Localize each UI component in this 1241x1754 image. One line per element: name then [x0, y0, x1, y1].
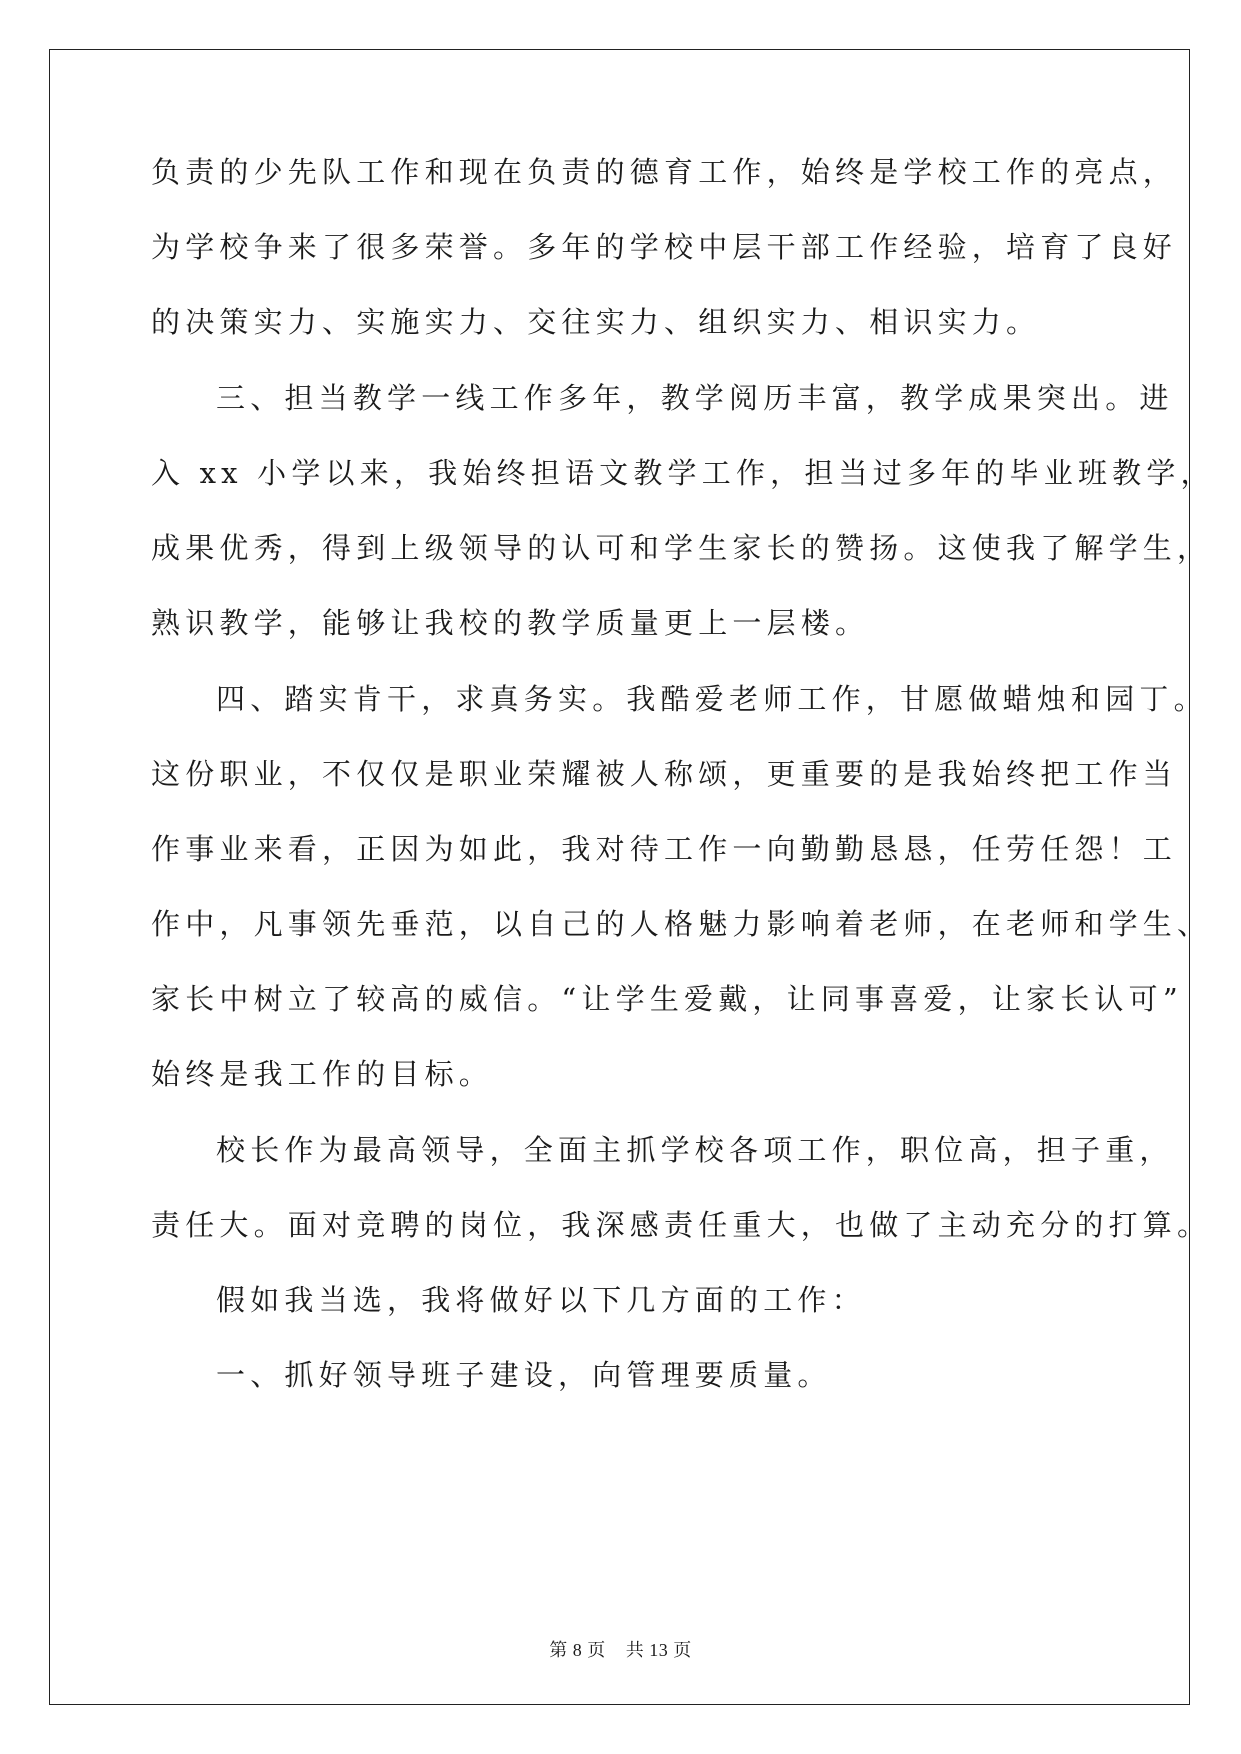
text-line: 作中，凡事领先垂范，以自己的人格魅力影响着老师，在老师和学生、: [151, 907, 1212, 941]
text-line: 一、抓好领导班子建设，向管理要质量。: [216, 1358, 832, 1392]
text-line: 责任大。面对竞聘的岗位，我深感责任重大，也做了主动充分的打算。: [151, 1208, 1212, 1242]
text-line: 入 xx 小学以来，我始终担语文教学工作，担当过多年的毕业班教学，: [151, 456, 1215, 490]
text-line: 熟识教学，能够让我校的教学质量更上一层楼。: [151, 606, 870, 640]
text-line: 校长作为最高领导，全面主抓学校各项工作，职位高，担子重，: [216, 1133, 1174, 1167]
text-line: 为学校争来了很多荣誉。多年的学校中层干部工作经验，培育了良好: [151, 230, 1178, 264]
page-total: 共 13 页: [625, 1640, 692, 1660]
text-line: 始终是我工作的目标。: [151, 1057, 494, 1091]
text-line: 假如我当选，我将做好以下几方面的工作：: [216, 1283, 866, 1317]
page-number: 第 8 页: [549, 1640, 606, 1660]
page-border: [49, 49, 1190, 1705]
text-line: 成果优秀，得到上级领导的认可和学生家长的赞扬。这使我了解学生，: [151, 531, 1212, 565]
page-footer: [0, 1636, 1241, 1662]
text-line: 负责的少先队工作和现在负责的德育工作，始终是学校工作的亮点，: [151, 155, 1178, 189]
text-line: 这份职业，不仅仅是职业荣耀被人称颂，更重要的是我始终把工作当: [151, 757, 1178, 791]
text-line: 作事业来看，正因为如此，我对待工作一向勤勤恳恳，任劳任怨！工: [151, 832, 1178, 866]
text-line: 的决策实力、实施实力、交往实力、组织实力、相识实力。: [151, 305, 1041, 339]
text-line: 四、踏实肯干，求真务实。我酷爱老师工作，甘愿做蜡烛和园丁。: [216, 682, 1208, 716]
text-line: 三、担当教学一线工作多年，教学阅历丰富，教学成果突出。进: [216, 381, 1174, 415]
text-line: 家长中树立了较高的威信。“让学生爱戴，让同事喜爱，让家长认可”: [151, 982, 1183, 1016]
